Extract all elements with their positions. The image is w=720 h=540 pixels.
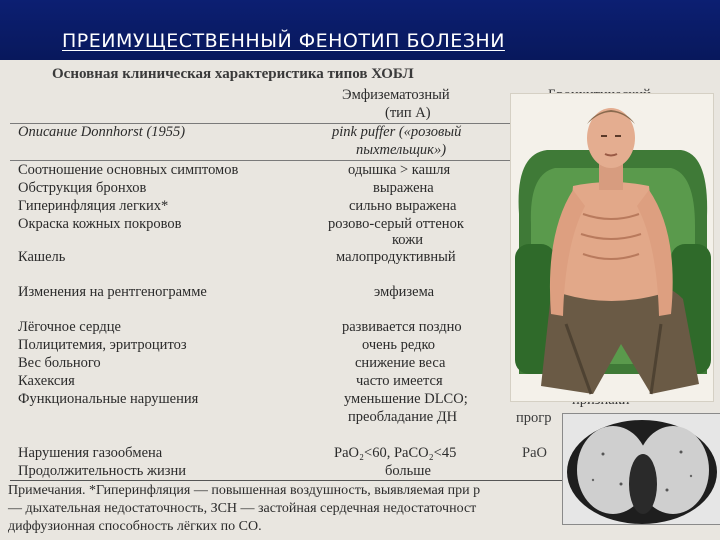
row-value-donnhorst-1: pink puffer («розовый — [332, 124, 462, 140]
row-label-skin: Окраска кожных покровов — [18, 216, 182, 232]
row-value-cachexia: часто имеется — [356, 373, 443, 389]
row-label-life-expectancy: Продолжительность жизни — [18, 463, 187, 479]
row-value-cor-pulmonale: развивается поздно — [342, 319, 462, 335]
row-label-obstruction: Обструкция бронхов — [18, 180, 147, 196]
row-label-hyperinflation: Гиперинфляция легких* — [18, 198, 169, 214]
row-value-function-2: преобладание ДН — [348, 409, 458, 425]
row-value-weight: снижение веса — [355, 355, 446, 371]
slide-title: ПРЕИМУЩЕСТВЕННЫЙ ФЕНОТИП БОЛЕЗНИ — [62, 30, 505, 52]
row-label-function: Функциональные нарушения — [18, 391, 199, 407]
row-label-gas-exchange: Нарушения газообмена — [18, 445, 163, 461]
row-value-polycythemia: очень редко — [362, 337, 436, 353]
row-value-cough: малопродуктивный — [336, 249, 456, 265]
col-a-header-line1: Эмфизематозный — [342, 87, 450, 103]
col-b-partial-pao: PaO — [522, 445, 547, 461]
col-b-partial-progr: прогр — [516, 410, 552, 426]
row-label-symptoms: Соотношение основных симптомов — [18, 162, 239, 178]
row-value-function-1: уменьшение DLCO; — [344, 391, 468, 407]
row-value-xray: эмфизема — [374, 284, 435, 300]
lung-ct-scan — [562, 413, 720, 525]
row-value-skin-2: кожи — [392, 232, 423, 248]
row-label-cor-pulmonale: Лёгочное сердце — [18, 319, 121, 335]
row-value-donnhorst-2: пыхтельщик») — [356, 142, 447, 158]
row-value-symptoms: одышка > кашля — [348, 162, 451, 178]
row-label-polycythemia: Полицитемия, эритроцитоз — [18, 337, 187, 353]
row-value-skin-1: розово-серый оттенок — [328, 216, 464, 232]
row-value-life-expectancy: больше — [385, 463, 431, 479]
note-line-3: диффузионная способность лёгких по CO. — [8, 519, 262, 534]
row-label-cachexia: Кахексия — [18, 373, 75, 389]
col-a-header-line2: (тип A) — [385, 105, 431, 121]
row-value-hyperinflation: сильно выражена — [349, 198, 457, 214]
row-label-donnhorst: Описание Donnhorst (1955) — [18, 124, 186, 140]
row-label-cough: Кашель — [18, 249, 66, 265]
row-label-weight: Вес больного — [18, 355, 101, 371]
row-label-xray: Изменения на рентгенограмме — [18, 284, 207, 300]
note-line-1: Примечания. *Гиперинфляция — повышенная воздушность, выявляемая при р — [8, 483, 481, 498]
row-value-obstruction: выражена — [373, 180, 434, 196]
emaciated-patient-illustration — [510, 93, 714, 402]
rule-bottom — [10, 480, 570, 481]
rule-mid — [10, 160, 510, 161]
note-line-2: — дыхательная недостаточность, ЗСН — застойная сердечная недостаточност — [8, 501, 477, 516]
table-caption: Основная клиническая характеристика типов ХОБЛ — [52, 66, 414, 82]
row-value-gas-exchange: PaO₂<60, PaCO₂<45 — [334, 445, 457, 461]
